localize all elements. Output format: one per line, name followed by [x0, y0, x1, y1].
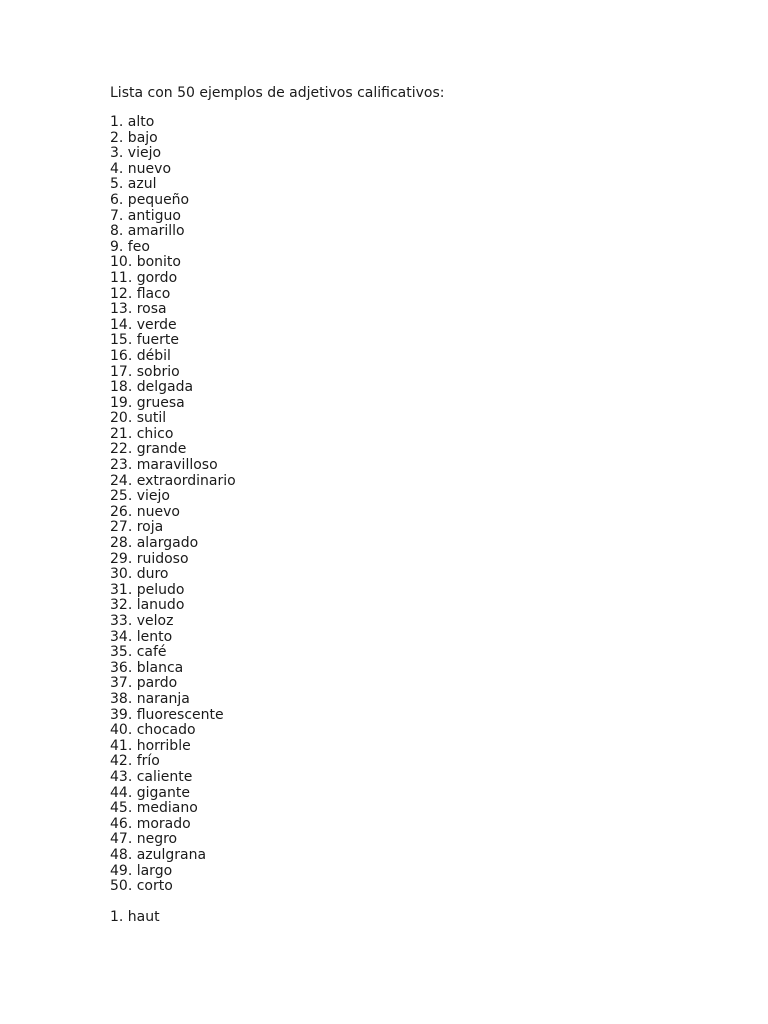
list-item: 49. largo — [110, 862, 173, 879]
list-item: 15. fuerte — [110, 332, 179, 349]
list-item: 4. nuevo — [110, 160, 172, 177]
list-item: 28. alargado — [110, 535, 199, 552]
list-item: 29. ruidoso — [110, 550, 189, 567]
list-item: 27. roja — [110, 519, 164, 536]
adjective-list — [110, 115, 730, 895]
list-item: 35. café — [110, 644, 167, 661]
list-item: 2. bajo — [110, 129, 158, 146]
list-item: 42. frío — [110, 753, 160, 770]
list-item: 5. azul — [110, 176, 157, 193]
list-item: 9. feo — [110, 238, 150, 255]
list-item: 24. extraordinario — [110, 472, 236, 489]
list-item: 43. caliente — [110, 768, 193, 785]
list-item: 41. horrible — [110, 737, 191, 754]
list-item: 13. rosa — [110, 301, 167, 318]
list-item: 21. chico — [110, 425, 174, 442]
list-item: 16. débil — [110, 347, 171, 364]
list-item: 14. verde — [110, 316, 177, 333]
list-item: 1. haut — [110, 908, 160, 925]
list-item: 19. gruesa — [110, 394, 185, 411]
list-item: 37. pardo — [110, 675, 178, 692]
list-item: 6. pequeño — [110, 191, 190, 208]
list-item: 17. sobrio — [110, 363, 180, 380]
list-item: 18. delgada — [110, 379, 194, 396]
list-item: 3. viejo — [110, 145, 162, 162]
list-item: 31. peludo — [110, 581, 185, 598]
list-item: 26. nuevo — [110, 503, 180, 520]
list-item: 39. fluorescente — [110, 706, 224, 723]
list-item: 23. maravilloso — [110, 457, 218, 474]
list-item: 48. azulgrana — [110, 846, 207, 863]
list-item: 12. flaco — [110, 285, 171, 302]
list-item: 11. gordo — [110, 269, 178, 286]
list-item: 32. lanudo — [110, 597, 185, 614]
list-item: 50. corto — [110, 878, 173, 895]
list-item: 47. negro — [110, 831, 178, 848]
list-item: 45. mediano — [110, 800, 198, 817]
list-item: 40. chocado — [110, 722, 196, 739]
list-item: 20. sutil — [110, 410, 167, 427]
list-item: 34. lento — [110, 628, 173, 645]
list-item: 46. morado — [110, 815, 191, 832]
list-item: 38. naranja — [110, 690, 190, 707]
list-item: 30. duro — [110, 566, 169, 583]
document-title: Lista con 50 ejemplos de adjetivos calificativos: — [110, 85, 445, 101]
list-item: 8. amarillo — [110, 223, 185, 240]
document-page — [110, 84, 730, 941]
second-list — [110, 910, 730, 926]
list-item: 10. bonito — [110, 254, 181, 271]
list-item: 33. veloz — [110, 613, 174, 629]
list-item: 22. grande — [110, 441, 187, 458]
list-item: 36. blanca — [110, 659, 184, 676]
list-item: 1. alto — [110, 114, 155, 130]
list-item: 7. antiguo — [110, 207, 181, 224]
list-item: 44. gigante — [110, 784, 190, 801]
list-item: 25. viejo — [110, 488, 170, 505]
